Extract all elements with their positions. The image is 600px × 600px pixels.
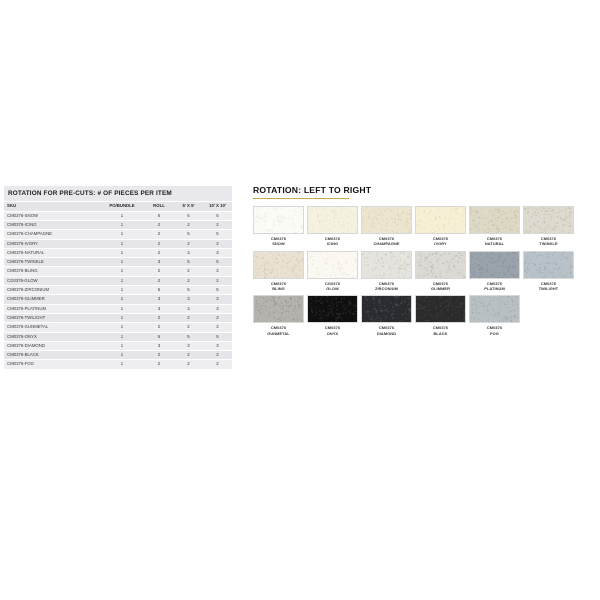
cell-sku: CM0376-GLIMMER xyxy=(4,295,100,304)
swatch-item[interactable] xyxy=(361,295,412,336)
swatch-label xyxy=(307,323,358,336)
swatch-name: GLOW xyxy=(326,285,339,291)
swatch-code: CM0376 xyxy=(270,236,287,242)
cell-roll: 3 xyxy=(144,258,174,267)
table-row xyxy=(4,341,232,350)
cell-po-bundle: 1 xyxy=(100,239,144,248)
swatch-name: TWINKLE xyxy=(539,241,558,247)
swatch-code: CG0376 xyxy=(324,280,341,286)
cell-sku: CM0376-BLING xyxy=(4,267,100,276)
swatch-item[interactable] xyxy=(415,295,466,336)
swatch-item[interactable] xyxy=(361,251,412,292)
swatch-color-chip xyxy=(469,251,520,279)
swatch-color-chip xyxy=(523,251,574,279)
swatch-item[interactable] xyxy=(253,295,304,336)
swatch-color-chip xyxy=(361,206,412,234)
cell-5x5: 2 xyxy=(174,313,203,322)
swatch-item[interactable] xyxy=(361,206,412,247)
table-row xyxy=(4,313,232,322)
swatch-color-chip xyxy=(253,295,304,323)
swatch-label xyxy=(415,279,466,292)
column-header-10x10: 10' X 10' xyxy=(203,202,232,211)
swatch-item[interactable] xyxy=(307,251,358,292)
swatch-code: CM0376 xyxy=(432,236,449,242)
swatch-item[interactable] xyxy=(469,206,520,247)
swatch-color-chip xyxy=(253,251,304,279)
swatch-item[interactable] xyxy=(415,206,466,247)
cell-sku: CM0376-BLACK xyxy=(4,351,100,360)
table-row xyxy=(4,323,232,332)
swatch-color-chip xyxy=(253,206,304,234)
cell-5x5: 3 xyxy=(174,248,203,257)
cell-10x10: 2 xyxy=(203,221,232,230)
swatch-name: NATURAL xyxy=(484,241,505,247)
cell-po-bundle: 1 xyxy=(100,258,144,267)
swatch-code: CM0376 xyxy=(540,236,557,242)
cell-po-bundle: 1 xyxy=(100,304,144,313)
swatch-name: BLACK xyxy=(433,330,448,336)
table-row xyxy=(4,351,232,360)
column-header-roll: ROLL xyxy=(144,202,174,211)
cell-10x10: 3 xyxy=(203,304,232,313)
table-row xyxy=(4,286,232,295)
cell-po-bundle: 1 xyxy=(100,221,144,230)
cell-5x5: 2 xyxy=(174,360,203,369)
table-header-row xyxy=(4,202,232,211)
cell-roll: 2 xyxy=(144,221,174,230)
swatch-code: CM0376 xyxy=(486,236,503,242)
swatch-label xyxy=(361,323,412,336)
cell-10x10: 2 xyxy=(203,276,232,285)
swatch-label xyxy=(415,323,466,336)
cell-10x10: 5 xyxy=(203,258,232,267)
cell-roll: 5 xyxy=(144,286,174,295)
cell-5x5: 2 xyxy=(174,276,203,285)
cell-roll: 5 xyxy=(144,332,174,341)
cell-sku: CM0376-TWILIGHT xyxy=(4,313,100,322)
cell-5x5: 2 xyxy=(174,239,203,248)
cell-sku: CM0376-TWINKLE xyxy=(4,258,100,267)
cell-10x10: 2 xyxy=(203,313,232,322)
swatch-name: ONYX xyxy=(326,330,339,336)
cell-roll: 2 xyxy=(144,323,174,332)
swatch-item[interactable] xyxy=(253,251,304,292)
cell-sku: CM0376-ZIRCONIUM xyxy=(4,286,100,295)
rotation-swatch-panel xyxy=(253,186,583,340)
swatch-label xyxy=(469,234,520,247)
cell-10x10: 3 xyxy=(203,341,232,350)
cell-10x10: 2 xyxy=(203,351,232,360)
cell-po-bundle: 1 xyxy=(100,313,144,322)
swatch-panel-title: ROTATION: LEFT TO RIGHT xyxy=(253,185,372,195)
column-header-po-bundle: PO/BUNDLE xyxy=(100,202,144,211)
cell-sku: CM0376-ONYX xyxy=(4,332,100,341)
swatch-color-chip xyxy=(415,251,466,279)
cell-5x5: 3 xyxy=(174,341,203,350)
cell-5x5: 3 xyxy=(174,304,203,313)
cell-roll: 2 xyxy=(144,248,174,257)
swatch-label xyxy=(253,234,304,247)
swatch-label xyxy=(307,234,358,247)
swatch-color-chip xyxy=(415,206,466,234)
cell-roll: 2 xyxy=(144,230,174,239)
cell-5x5: 5 xyxy=(174,258,203,267)
swatch-color-chip xyxy=(469,206,520,234)
swatch-item[interactable] xyxy=(469,251,520,292)
cell-5x5: 5 xyxy=(174,211,203,220)
cell-po-bundle: 1 xyxy=(100,230,144,239)
cell-roll: 2 xyxy=(144,267,174,276)
cell-roll: 2 xyxy=(144,313,174,322)
cell-5x5: 2 xyxy=(174,267,203,276)
cell-sku: CM0376-SNOW xyxy=(4,211,100,220)
swatch-code: CM0376 xyxy=(378,325,395,331)
swatch-code: CM0376 xyxy=(324,236,341,242)
cell-5x5: 5 xyxy=(174,332,203,341)
cell-10x10: 5 xyxy=(203,211,232,220)
cell-5x5: 2 xyxy=(174,221,203,230)
swatch-code: CM0376 xyxy=(540,280,557,286)
cell-sku: CM0376-GUNMETAL xyxy=(4,323,100,332)
swatch-item[interactable] xyxy=(469,295,520,336)
cell-po-bundle: 1 xyxy=(100,323,144,332)
swatch-name: GUNMETAL xyxy=(267,330,290,336)
cell-roll: 3 xyxy=(144,295,174,304)
swatch-color-chip xyxy=(307,295,358,323)
swatch-name: ICING xyxy=(326,241,339,247)
table-row xyxy=(4,276,232,285)
cell-po-bundle: 1 xyxy=(100,360,144,369)
table-row xyxy=(4,230,232,239)
swatch-color-chip xyxy=(361,295,412,323)
swatch-code: CM0376 xyxy=(270,325,287,331)
swatch-code: CM0376 xyxy=(270,280,287,286)
cell-sku: CM0376-IVORY xyxy=(4,239,100,248)
swatch-item[interactable] xyxy=(415,251,466,292)
cell-5x5: 2 xyxy=(174,351,203,360)
swatch-label xyxy=(415,234,466,247)
swatch-name: SNOW xyxy=(272,241,285,247)
title-underline-rule xyxy=(253,198,349,200)
swatch-name: FOG xyxy=(490,330,499,336)
swatch-color-chip xyxy=(523,206,574,234)
swatch-label xyxy=(307,279,358,292)
swatch-name: CHAMPAGNE xyxy=(373,241,400,247)
swatch-label xyxy=(469,323,520,336)
cell-sku: CM0376-DIAMOND xyxy=(4,341,100,350)
swatch-grid xyxy=(253,206,583,336)
cell-roll: 5 xyxy=(144,211,174,220)
table-row xyxy=(4,239,232,248)
cell-sku: CM0376-NATURAL xyxy=(4,248,100,257)
cell-5x5: 3 xyxy=(174,295,203,304)
swatch-code: CM0376 xyxy=(432,280,449,286)
swatch-item[interactable] xyxy=(253,206,304,247)
cell-po-bundle: 1 xyxy=(100,341,144,350)
swatch-item[interactable] xyxy=(307,206,358,247)
cell-sku: CM0376-FOG xyxy=(4,360,100,369)
swatch-code: CM0376 xyxy=(378,280,395,286)
cell-roll: 3 xyxy=(144,304,174,313)
cell-po-bundle: 1 xyxy=(100,211,144,220)
cell-5x5: 5 xyxy=(174,230,203,239)
cell-10x10: 3 xyxy=(203,295,232,304)
rotation-pre-cuts-table xyxy=(4,202,232,369)
cell-sku: CM0376-ICING xyxy=(4,221,100,230)
swatch-row xyxy=(253,295,583,336)
table-row xyxy=(4,360,232,369)
swatch-color-chip xyxy=(307,251,358,279)
cell-sku: CG0376-GLOW xyxy=(4,276,100,285)
table-row xyxy=(4,295,232,304)
cell-10x10: 5 xyxy=(203,332,232,341)
swatch-item[interactable] xyxy=(523,251,574,292)
cell-10x10: 5 xyxy=(203,286,232,295)
table-title: ROTATION FOR PRE-CUTS: # OF PIECES PER ITEM xyxy=(4,186,232,202)
cell-sku: CM0376-PLATINUM xyxy=(4,304,100,313)
swatch-name: ZIRCONIUM xyxy=(375,285,398,291)
cell-po-bundle: 1 xyxy=(100,351,144,360)
table-body xyxy=(4,211,232,369)
cell-10x10: 2 xyxy=(203,239,232,248)
column-header-sku: SKU xyxy=(4,202,100,211)
cell-5x5: 2 xyxy=(174,323,203,332)
swatch-row xyxy=(253,251,583,292)
cell-5x5: 5 xyxy=(174,286,203,295)
cell-sku: CM0376-CHAMPAGNE xyxy=(4,230,100,239)
cell-po-bundle: 1 xyxy=(100,267,144,276)
swatch-item[interactable] xyxy=(307,295,358,336)
swatch-name: TWILIGHT xyxy=(538,285,559,291)
cell-po-bundle: 1 xyxy=(100,332,144,341)
swatch-code: CM0376 xyxy=(378,236,395,242)
swatch-label xyxy=(469,279,520,292)
table-row xyxy=(4,332,232,341)
swatch-label xyxy=(361,234,412,247)
swatch-name: BLING xyxy=(272,285,285,291)
cell-10x10: 2 xyxy=(203,360,232,369)
cell-po-bundle: 1 xyxy=(100,248,144,257)
table-row xyxy=(4,211,232,220)
table-row xyxy=(4,221,232,230)
swatch-item[interactable] xyxy=(523,206,574,247)
table-row xyxy=(4,267,232,276)
swatch-label xyxy=(361,279,412,292)
swatch-label xyxy=(523,279,574,292)
cell-roll: 3 xyxy=(144,341,174,350)
table-row xyxy=(4,304,232,313)
swatch-name: DIAMOND xyxy=(376,330,397,336)
swatch-name: IVORY xyxy=(434,241,447,247)
swatch-color-chip xyxy=(469,295,520,323)
swatch-row xyxy=(253,206,583,247)
swatch-name: PLATINUM xyxy=(484,285,505,291)
cell-10x10: 3 xyxy=(203,248,232,257)
table-row xyxy=(4,258,232,267)
table-row xyxy=(4,248,232,257)
swatch-color-chip xyxy=(361,251,412,279)
rotation-pre-cuts-table-panel xyxy=(4,186,232,370)
swatch-code: CM0376 xyxy=(324,325,341,331)
swatch-label xyxy=(253,323,304,336)
swatch-code: CM0376 xyxy=(432,325,449,331)
swatch-label xyxy=(253,279,304,292)
swatch-color-chip xyxy=(307,206,358,234)
cell-po-bundle: 1 xyxy=(100,276,144,285)
cell-roll: 2 xyxy=(144,360,174,369)
cell-po-bundle: 1 xyxy=(100,295,144,304)
swatch-color-chip xyxy=(415,295,466,323)
swatch-code: CM0376 xyxy=(486,280,503,286)
cell-10x10: 2 xyxy=(203,267,232,276)
cell-roll: 2 xyxy=(144,351,174,360)
cell-10x10: 5 xyxy=(203,230,232,239)
cell-po-bundle: 1 xyxy=(100,286,144,295)
cell-roll: 2 xyxy=(144,276,174,285)
cell-10x10: 2 xyxy=(203,323,232,332)
swatch-name: GLIMMER xyxy=(430,285,451,291)
swatch-code: CM0376 xyxy=(486,325,503,331)
cell-roll: 2 xyxy=(144,239,174,248)
swatch-label xyxy=(523,234,574,247)
column-header-5x5: 5' X 5' xyxy=(174,202,203,211)
